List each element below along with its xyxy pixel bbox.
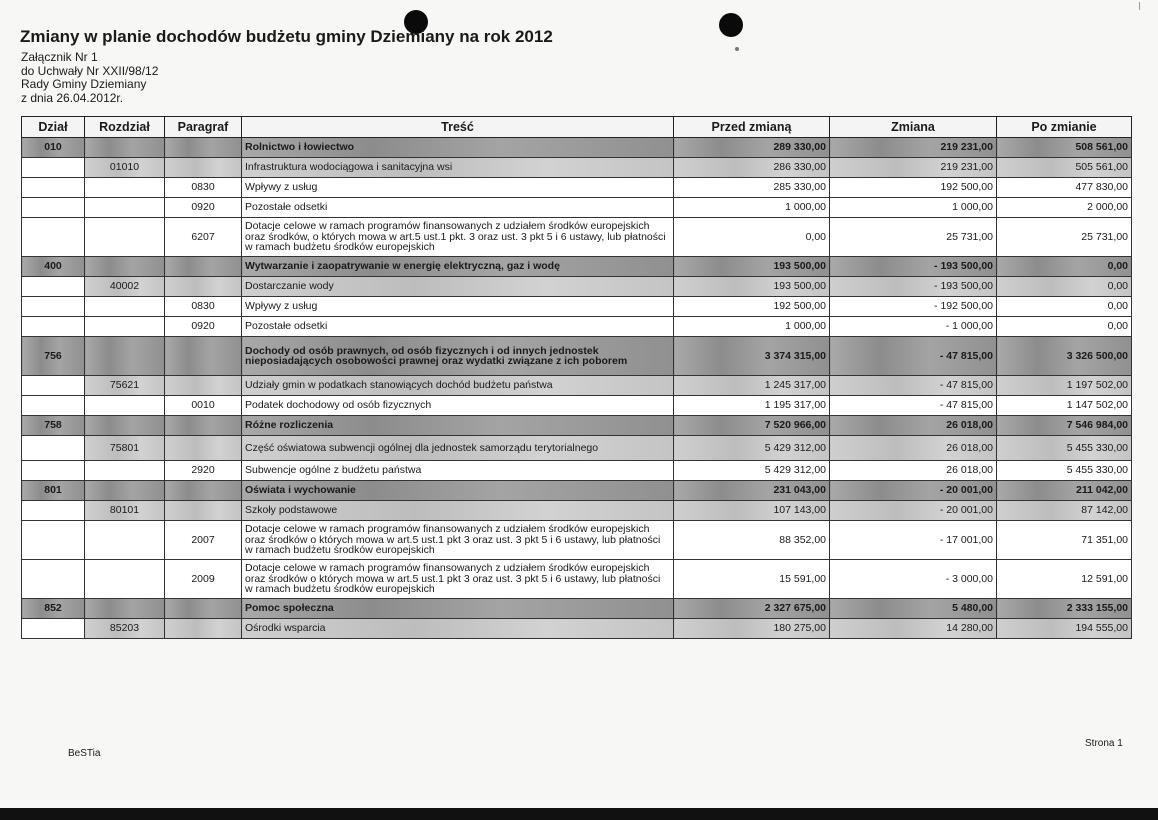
cell-zmiana: - 17 001,00 (830, 521, 997, 560)
cell-dzial: 852 (22, 599, 85, 619)
cell-zmiana: - 3 000,00 (830, 560, 997, 599)
table-row (22, 178, 1132, 198)
cell-po-zmianie: 194 555,00 (997, 619, 1132, 639)
col-header-dzial: Dział (22, 117, 85, 138)
cell-przed-zmiana: 5 429 312,00 (674, 436, 830, 461)
cell-przed-zmiana: 2 327 675,00 (674, 599, 830, 619)
cell-paragraf (165, 158, 242, 178)
cell-rozdzial: 75621 (85, 376, 165, 396)
cell-przed-zmiana: 231 043,00 (674, 481, 830, 501)
cell-tresc: Dostarczanie wody (242, 277, 674, 297)
cell-rozdzial (85, 178, 165, 198)
cell-tresc: Dotacje celowe w ramach programów finansowanych z udziałem środków europejskich oraz środków o których mowa w art.5 ust.1 pkt 3 oraz ust. 3 pkt 5 i 6 ustawy, lub płatności w ramach budżetu środków europejskich (242, 560, 674, 599)
cell-przed-zmiana: 0,00 (674, 218, 830, 257)
cell-tresc: Pozostałe odsetki (242, 198, 674, 218)
cell-rozdzial (85, 337, 165, 376)
cell-zmiana: - 20 001,00 (830, 481, 997, 501)
scan-mark (1139, 2, 1140, 10)
cell-po-zmianie: 0,00 (997, 277, 1132, 297)
cell-dzial (22, 560, 85, 599)
cell-dzial: 758 (22, 416, 85, 436)
cell-rozdzial (85, 218, 165, 257)
col-header-po: Po zmianie (997, 117, 1132, 138)
cell-po-zmianie: 71 351,00 (997, 521, 1132, 560)
cell-dzial (22, 317, 85, 337)
cell-przed-zmiana: 15 591,00 (674, 560, 830, 599)
annex-line: z dnia 26.04.2012r. (21, 90, 124, 105)
cell-dzial (22, 501, 85, 521)
table-row (22, 501, 1132, 521)
cell-paragraf (165, 277, 242, 297)
table-row (22, 396, 1132, 416)
cell-dzial (22, 521, 85, 560)
cell-przed-zmiana: 107 143,00 (674, 501, 830, 521)
cell-rozdzial: 80101 (85, 501, 165, 521)
cell-po-zmianie: 87 142,00 (997, 501, 1132, 521)
cell-dzial (22, 158, 85, 178)
cell-zmiana: 26 018,00 (830, 436, 997, 461)
cell-tresc: Oświata i wychowanie (242, 481, 674, 501)
table-row (22, 436, 1132, 461)
table-row (22, 277, 1132, 297)
cell-przed-zmiana: 286 330,00 (674, 158, 830, 178)
cell-tresc: Wpływy z usług (242, 178, 674, 198)
cell-rozdzial (85, 521, 165, 560)
cell-paragraf (165, 599, 242, 619)
col-header-tresc: Treść (242, 117, 674, 138)
cell-zmiana: - 193 500,00 (830, 257, 997, 277)
annex-line: Rady Gminy Dziemiany (21, 77, 147, 91)
cell-dzial (22, 619, 85, 639)
cell-rozdzial (85, 481, 165, 501)
cell-rozdzial (85, 560, 165, 599)
table-row (22, 218, 1132, 257)
cell-dzial (22, 178, 85, 198)
cell-przed-zmiana: 1 000,00 (674, 198, 830, 218)
cell-paragraf (165, 416, 242, 436)
cell-zmiana: - 47 815,00 (830, 396, 997, 416)
cell-zmiana: 25 731,00 (830, 218, 997, 257)
cell-przed-zmiana: 1 245 317,00 (674, 376, 830, 396)
cell-dzial (22, 461, 85, 481)
cell-rozdzial: 85203 (85, 619, 165, 639)
cell-dzial (22, 436, 85, 461)
cell-dzial: 400 (22, 257, 85, 277)
cell-paragraf: 2920 (165, 461, 242, 481)
table-row (22, 158, 1132, 178)
scan-edge (0, 808, 1158, 820)
cell-przed-zmiana: 193 500,00 (674, 277, 830, 297)
cell-rozdzial: 40002 (85, 277, 165, 297)
table-row (22, 337, 1132, 376)
cell-paragraf (165, 501, 242, 521)
cell-przed-zmiana: 5 429 312,00 (674, 461, 830, 481)
cell-dzial (22, 297, 85, 317)
table-row (22, 599, 1132, 619)
cell-tresc: Subwencje ogólne z budżetu państwa (242, 461, 674, 481)
cell-dzial: 010 (22, 138, 85, 158)
cell-dzial (22, 376, 85, 396)
cell-po-zmianie: 0,00 (997, 257, 1132, 277)
cell-paragraf (165, 436, 242, 461)
cell-paragraf: 0830 (165, 178, 242, 198)
cell-przed-zmiana: 1 000,00 (674, 317, 830, 337)
cell-tresc: Udziały gmin w podatkach stanowiących dochód budżetu państwa (242, 376, 674, 396)
cell-przed-zmiana: 285 330,00 (674, 178, 830, 198)
cell-przed-zmiana: 1 195 317,00 (674, 396, 830, 416)
cell-po-zmianie: 3 326 500,00 (997, 337, 1132, 376)
cell-po-zmianie: 211 042,00 (997, 481, 1132, 501)
cell-paragraf: 0920 (165, 198, 242, 218)
speck (735, 47, 739, 51)
cell-tresc: Infrastruktura wodociągowa i sanitacyjna wsi (242, 158, 674, 178)
cell-zmiana: - 193 500,00 (830, 277, 997, 297)
cell-zmiana: 1 000,00 (830, 198, 997, 218)
cell-rozdzial (85, 599, 165, 619)
budget-table (21, 116, 1132, 639)
cell-dzial: 756 (22, 337, 85, 376)
cell-paragraf: 2007 (165, 521, 242, 560)
cell-dzial (22, 396, 85, 416)
cell-paragraf: 2009 (165, 560, 242, 599)
cell-tresc: Pomoc społeczna (242, 599, 674, 619)
table-row (22, 376, 1132, 396)
cell-przed-zmiana: 289 330,00 (674, 138, 830, 158)
col-header-zmiana: Zmiana (830, 117, 997, 138)
cell-rozdzial (85, 198, 165, 218)
cell-po-zmianie: 2 333 155,00 (997, 599, 1132, 619)
cell-po-zmianie: 7 546 984,00 (997, 416, 1132, 436)
cell-tresc: Dotacje celowe w ramach programów finansowanych z udziałem środków europejskich oraz środków, o których mowa w art.5 ust.1 pkt. 3 oraz ust. 3 pkt 5 i 6 ustawy, lub płatności w ramach budżetu środków europejskich (242, 218, 674, 257)
cell-zmiana: 26 018,00 (830, 461, 997, 481)
table-row (22, 317, 1132, 337)
cell-paragraf: 6207 (165, 218, 242, 257)
cell-tresc: Część oświatowa subwencji ogólnej dla jednostek samorządu terytorialnego (242, 436, 674, 461)
cell-przed-zmiana: 193 500,00 (674, 257, 830, 277)
cell-tresc: Podatek dochodowy od osób fizycznych (242, 396, 674, 416)
cell-przed-zmiana: 192 500,00 (674, 297, 830, 317)
cell-tresc: Różne rozliczenia (242, 416, 674, 436)
cell-dzial: 801 (22, 481, 85, 501)
cell-przed-zmiana: 180 275,00 (674, 619, 830, 639)
cell-po-zmianie: 0,00 (997, 317, 1132, 337)
cell-rozdzial: 01010 (85, 158, 165, 178)
cell-przed-zmiana: 88 352,00 (674, 521, 830, 560)
col-header-rozdzial: Rozdział (85, 117, 165, 138)
cell-po-zmianie: 5 455 330,00 (997, 436, 1132, 461)
cell-paragraf (165, 619, 242, 639)
cell-paragraf (165, 138, 242, 158)
table-row (22, 297, 1132, 317)
cell-zmiana: 192 500,00 (830, 178, 997, 198)
cell-zmiana: - 1 000,00 (830, 317, 997, 337)
footer-software: BeSTia (68, 748, 101, 759)
cell-tresc: Szkoły podstawowe (242, 501, 674, 521)
annex-block (21, 51, 158, 105)
cell-paragraf (165, 337, 242, 376)
cell-po-zmianie: 25 731,00 (997, 218, 1132, 257)
footer-page-number: Strona 1 (1085, 738, 1123, 749)
table-row (22, 481, 1132, 501)
table-row (22, 138, 1132, 158)
cell-zmiana: 219 231,00 (830, 158, 997, 178)
cell-po-zmianie: 2 000,00 (997, 198, 1132, 218)
cell-zmiana: 219 231,00 (830, 138, 997, 158)
cell-paragraf: 0830 (165, 297, 242, 317)
cell-paragraf (165, 376, 242, 396)
cell-po-zmianie: 12 591,00 (997, 560, 1132, 599)
cell-paragraf (165, 257, 242, 277)
cell-rozdzial (85, 297, 165, 317)
cell-zmiana: - 47 815,00 (830, 376, 997, 396)
col-header-przed: Przed zmianą (674, 117, 830, 138)
cell-tresc: Pozostałe odsetki (242, 317, 674, 337)
cell-rozdzial (85, 396, 165, 416)
cell-po-zmianie: 505 561,00 (997, 158, 1132, 178)
table-header-row (22, 117, 1132, 138)
cell-dzial (22, 198, 85, 218)
cell-dzial (22, 218, 85, 257)
cell-tresc: Wytwarzanie i zaopatrywanie w energię elektryczną, gaz i wodę (242, 257, 674, 277)
cell-rozdzial (85, 138, 165, 158)
cell-po-zmianie: 5 455 330,00 (997, 461, 1132, 481)
cell-tresc: Rolnictwo i łowiectwo (242, 138, 674, 158)
cell-zmiana: - 192 500,00 (830, 297, 997, 317)
table-row (22, 619, 1132, 639)
cell-przed-zmiana: 7 520 966,00 (674, 416, 830, 436)
cell-zmiana: 26 018,00 (830, 416, 997, 436)
table-row (22, 257, 1132, 277)
table-row (22, 198, 1132, 218)
col-header-paragraf: Paragraf (165, 117, 242, 138)
cell-tresc: Dochody od osób prawnych, od osób fizycznych i od innych jednostek nieposiadających osobowości prawnej oraz wydatki związane z ich poborem (242, 337, 674, 376)
cell-zmiana: - 47 815,00 (830, 337, 997, 376)
cell-rozdzial (85, 416, 165, 436)
cell-paragraf: 0920 (165, 317, 242, 337)
cell-przed-zmiana: 3 374 315,00 (674, 337, 830, 376)
cell-tresc: Dotacje celowe w ramach programów finansowanych z udziałem środków europejskich oraz środków o których mowa w art.5 ust.1 pkt 3 oraz ust. 3 pkt 5 i 6 ustawy, lub płatności w ramach budżetu środków europejskich (242, 521, 674, 560)
table-row (22, 521, 1132, 560)
cell-tresc: Wpływy z usług (242, 297, 674, 317)
cell-po-zmianie: 508 561,00 (997, 138, 1132, 158)
cell-dzial (22, 277, 85, 297)
punch-hole (719, 13, 743, 37)
cell-po-zmianie: 0,00 (997, 297, 1132, 317)
cell-paragraf: 0010 (165, 396, 242, 416)
cell-rozdzial (85, 461, 165, 481)
cell-po-zmianie: 477 830,00 (997, 178, 1132, 198)
cell-zmiana: 5 480,00 (830, 599, 997, 619)
cell-zmiana: 14 280,00 (830, 619, 997, 639)
table-row (22, 461, 1132, 481)
annex-line: do Uchwały Nr XXII/98/12 (21, 63, 159, 78)
cell-rozdzial (85, 257, 165, 277)
document-title: Zmiany w planie dochodów budżetu gminy Dziemiany na rok 2012 (20, 27, 553, 46)
cell-paragraf (165, 481, 242, 501)
cell-rozdzial: 75801 (85, 436, 165, 461)
cell-tresc: Ośrodki wsparcia (242, 619, 674, 639)
cell-po-zmianie: 1 197 502,00 (997, 376, 1132, 396)
cell-zmiana: - 20 001,00 (830, 501, 997, 521)
table-row (22, 416, 1132, 436)
table-row (22, 560, 1132, 599)
cell-po-zmianie: 1 147 502,00 (997, 396, 1132, 416)
cell-rozdzial (85, 317, 165, 337)
annex-line: Załącznik Nr 1 (21, 50, 98, 64)
